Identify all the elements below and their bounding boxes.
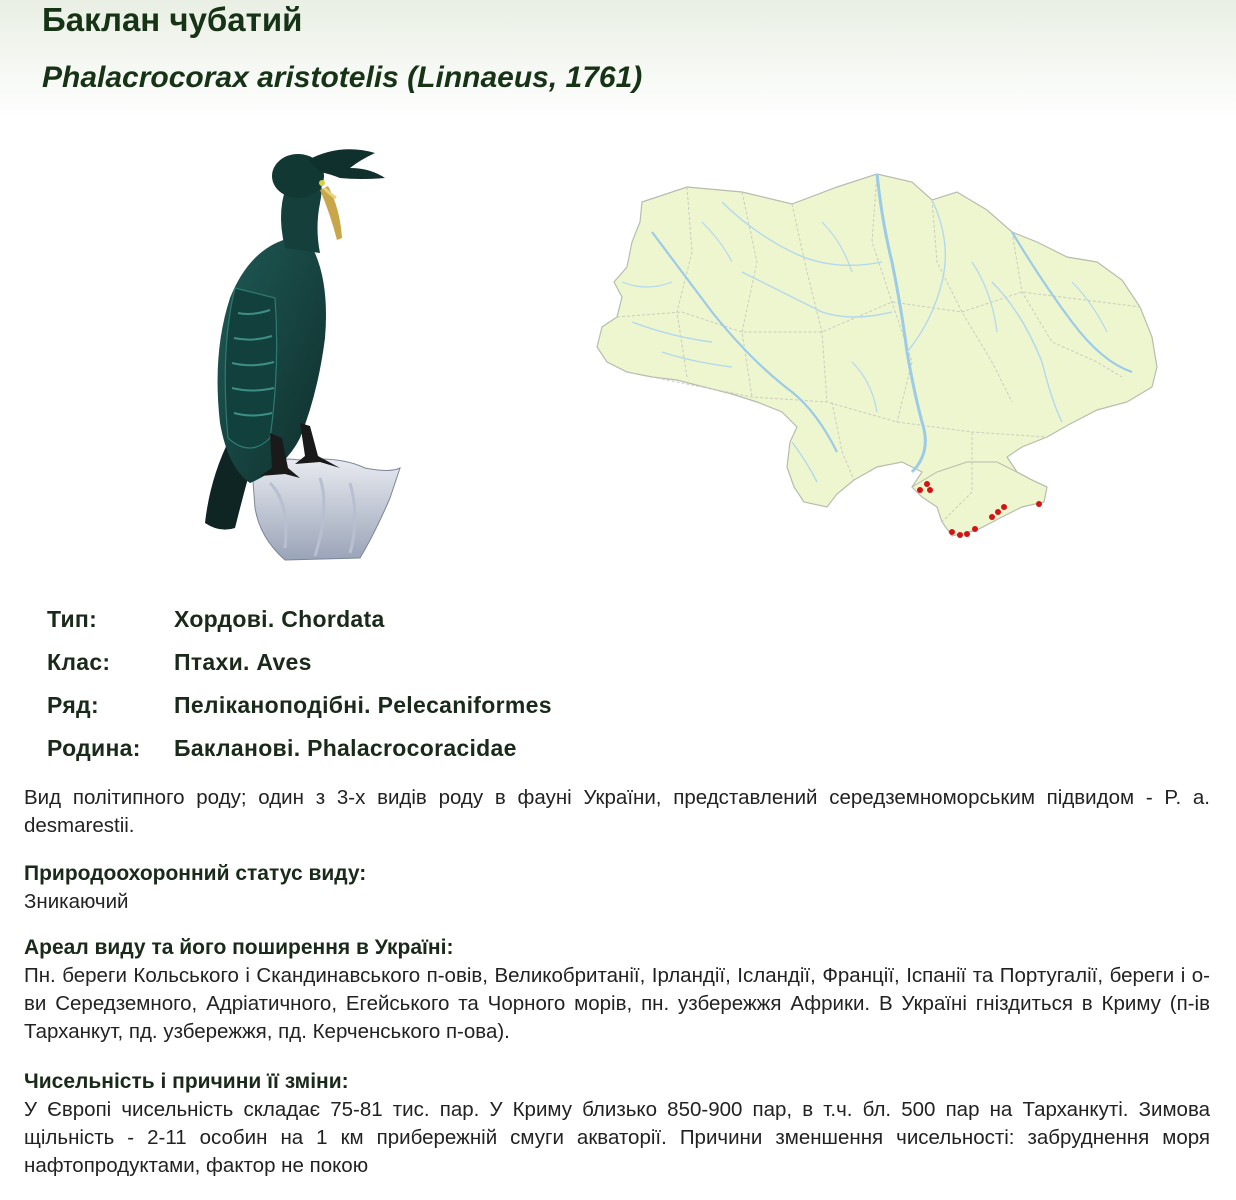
status-text: Зникаючий: [24, 890, 129, 913]
record-dot: [917, 487, 923, 493]
taxonomy-key: Тип:: [47, 606, 98, 632]
record-dot: [1001, 504, 1007, 510]
record-dot: [924, 481, 930, 487]
taxonomy-value: Бакланові. Phalacrocoracidae: [174, 735, 517, 761]
record-dot: [989, 514, 995, 520]
taxonomy-value: Хордові. Chordata: [174, 606, 385, 632]
record-dot: [995, 509, 1001, 515]
range-heading: Ареал виду та його поширення в Україні:: [24, 936, 454, 959]
record-dot: [972, 526, 978, 532]
latin-name: Phalacrocorax aristotelis (Linnaeus, 1761): [42, 61, 643, 94]
record-dot: [949, 529, 955, 535]
taxonomy-key: Ряд:: [47, 692, 99, 718]
page-title: Баклан чубатий: [42, 1, 303, 38]
taxonomy-row-family: [47, 727, 552, 770]
taxonomy-row-order: [47, 684, 552, 727]
distribution-map: [592, 162, 1167, 544]
intro-text: Вид політипного роду; один з 3-х видів роду в фауні України, представлений середземноморським підвидом - P. a. desmarestii.: [24, 786, 1210, 837]
record-dot: [927, 487, 933, 493]
range-text: Пн. береги Кольського і Скандинавського п-овів, Великобританії, Ірландії, Ісландії, Франції, Іспанії та Португалії, береги і о-ви Середземного, Адріатичного, Егейського та Чорного морів, пн. узбережжя Африки. В Україні гніздиться в Криму (п-ів Тарханкут, пд. узбережжя, пд. Керченського п-ова).: [24, 964, 1210, 1043]
taxonomy-row-class: [47, 641, 552, 684]
status-section: [24, 860, 1210, 916]
intro-section: [24, 784, 1210, 840]
record-dot: [957, 532, 963, 538]
taxonomy-table: [47, 598, 552, 770]
population-heading: Чисельність і причини її зміни:: [24, 1070, 349, 1093]
range-section: [24, 934, 1210, 1046]
record-dot: [1036, 501, 1042, 507]
record-dot: [964, 531, 970, 537]
taxonomy-key: Родина:: [47, 735, 141, 761]
taxonomy-key: Клас:: [47, 649, 111, 675]
taxonomy-row-type: [47, 598, 552, 641]
population-section: [24, 1068, 1210, 1180]
cormorant-illustration: [190, 138, 420, 563]
population-text: У Європі чисельність складає 75-81 тис. пар. У Криму близько 850-900 пар, в т.ч. бл. 500 пар на Тарханкуті. Зимова щільність - 2-11 особин на 1 км прибережній смуги акваторії. Причини зменшення чисельності: забруднення моря нафтопродуктами, фактор не покою: [24, 1098, 1210, 1177]
taxonomy-value: Пеліканоподібні. Pelecaniformes: [174, 692, 552, 718]
status-heading: Природоохоронний статус виду:: [24, 862, 367, 885]
taxonomy-value: Птахи. Aves: [174, 649, 312, 675]
